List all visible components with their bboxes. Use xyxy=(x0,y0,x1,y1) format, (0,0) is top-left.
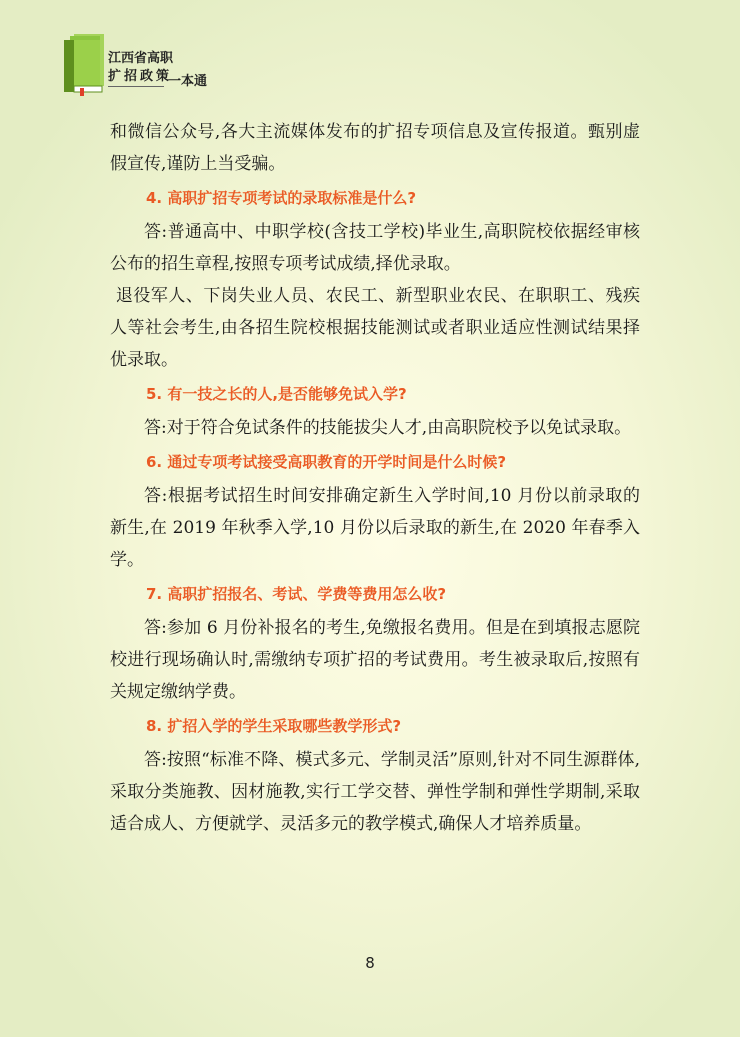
answer-8-paragraph: 答:按照“标准不降、模式多元、学制灵活”原则,针对不同生源群体,采取分类施教、因材施教,实行工学交替、弹性学制和弹性学期制,采取适合成人、方便就学、灵活多元的教学模式,确保人才培养质量。 xyxy=(110,750,640,834)
header-title xyxy=(108,50,173,86)
header-title-line2: 扩招政策 xyxy=(108,69,173,84)
question-4-heading: 4. 高职扩招专项考试的录取标准是什么? xyxy=(146,189,417,207)
header-divider xyxy=(108,86,164,87)
question-8-heading: 8. 扩招入学的学生采取哪些教学形式? xyxy=(146,717,402,735)
answer-5-paragraph: 答:对于符合免试条件的技能拔尖人才,由高职院校予以免试录取。 xyxy=(144,418,632,438)
answer-7-paragraph: 答:参加 6 月份补报名的考生,免缴报名费用。但是在到填报志愿院校进行现场确认时,需缴纳专项扩招的考试费用。考生被录取后,按照有关规定缴纳学费。 xyxy=(110,618,640,702)
question-5-heading: 5. 有一技之长的人,是否能够免试入学? xyxy=(146,385,407,403)
page-content xyxy=(110,116,640,840)
answer-4-paragraph-2: 退役军人、下岗失业人员、农民工、新型职业农民、在职职工、残疾人等社会考生,由各招生院校根据技能测试或者职业适应性测试结果择优录取。 xyxy=(110,286,640,370)
paragraph-continued: 和微信公众号,各大主流媒体发布的扩招专项信息及宣传报道。甄别虚假宣传,谨防上当受骗。 xyxy=(110,122,640,174)
question-7-heading: 7. 高职扩招报名、考试、学费等费用怎么收? xyxy=(146,585,447,603)
book-icon xyxy=(60,30,106,96)
question-6-heading: 6. 通过专项考试接受高职教育的开学时间是什么时候? xyxy=(146,453,507,471)
answer-6-paragraph: 答:根据考试招生时间安排确定新生入学时间,10 月份以前录取的新生,在 2019 年秋季入学,10 月份以后录取的新生,在 2020 年春季入学。 xyxy=(110,486,640,570)
page-number: 8 xyxy=(365,954,375,972)
header-subtitle: 一本通 xyxy=(168,74,208,89)
page-header xyxy=(60,30,380,100)
answer-4-paragraph-1: 答:普通高中、中职学校(含技工学校)毕业生,高职院校依据经审核公布的招生章程,按照专项考试成绩,择优录取。 xyxy=(110,222,640,274)
header-title-line1: 江西省高职 xyxy=(108,51,174,66)
